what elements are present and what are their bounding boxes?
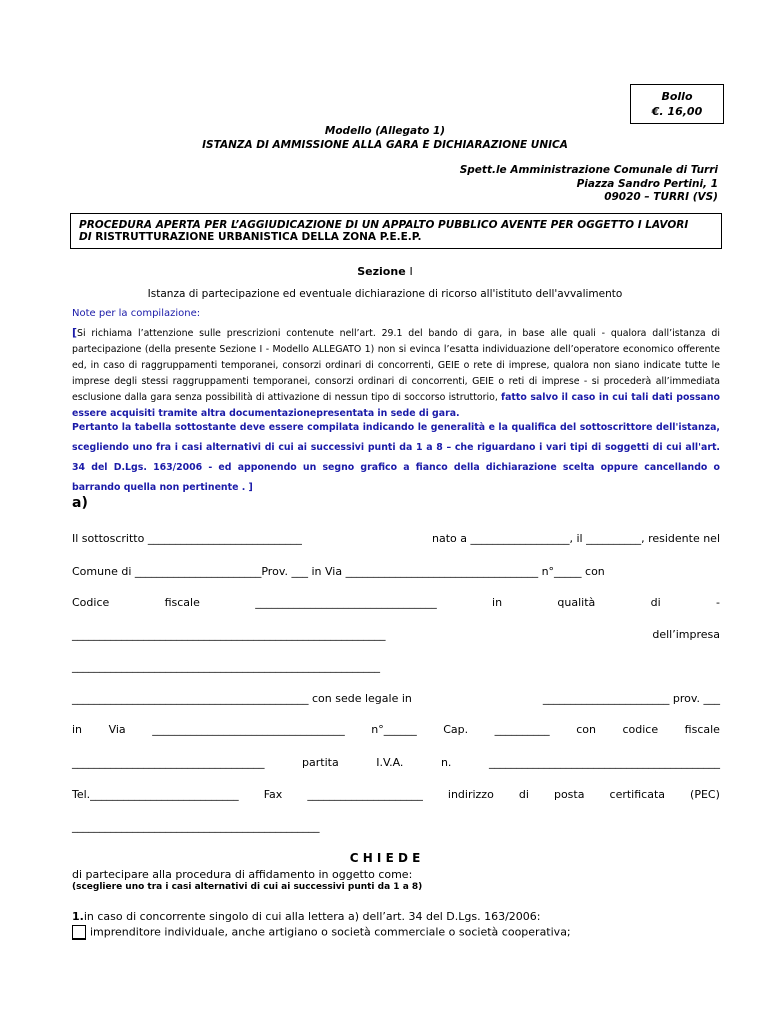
in-label: in xyxy=(492,596,503,609)
numero-field[interactable]: n°______ xyxy=(371,723,417,736)
chiede-title: C H I E D E xyxy=(349,851,421,865)
procedure-box xyxy=(70,213,722,249)
form-row-via xyxy=(72,723,720,736)
cap-label: Cap. xyxy=(443,723,469,736)
codice-fiscale-field[interactable]: _________________________________ xyxy=(255,596,437,609)
fax-label: Fax xyxy=(263,788,283,801)
pec-label: (PEC) xyxy=(690,788,720,801)
form-row-impresa xyxy=(72,660,720,673)
recipient-name: Spett.le Amministrazione Comunale di Turri xyxy=(459,164,718,176)
notes-paragraph-2: Pertanto la tabella sottostante deve essere compilata indicando le generalità e la qualifica del sottoscrittore dell'istanza, scegliendo uno fra i casi alternativi di cui ai successivi punti da 1 a 8 – che riguardano i vari tipi di soggetti di cui all'art. 34 del D.Lgs. 163/2006 - ed apponendo un segno grafico a fianco della dichiarazione scelta oppure cancellando o barrando quella non pertinente . ] xyxy=(72,422,720,493)
iva-label: I.V.A. xyxy=(376,756,404,769)
section-number: I xyxy=(409,265,413,278)
via-label: Via xyxy=(108,723,126,736)
di-label-2: di xyxy=(518,788,529,801)
impresa-field[interactable]: ________________________________________________________ xyxy=(72,660,380,673)
notes-paragraph-1 xyxy=(72,325,720,422)
notes-text-1: Si richiama l’attenzione sulle prescrizioni contenute nell’art. 29.1 del bando di gara, in base alle quali - qualora dall’istanza di partecipazione (della presente Sezione I - Modello ALLEGATO 1) non si evinca l’esatta individuazione dell’operatore economico offerente ed, in caso di raggruppamenti temporanei, consorzi ordinari di concorrenti, GEIE o rete di imprese, qualora non siano indicate tutte le imprese degli stessi raggruppamenti temporanei, consorzi ordinari di concorrenti, GEIE o reti di imprese - si procederà all’immediata esclusione dalla gara senza possibilità di attivazione di nessun tipo di soccorso istruttorio, xyxy=(72,328,720,403)
provincia-field[interactable]: _______________________ prov. ___ xyxy=(542,692,720,705)
recipient-address: Piazza Sandro Pertini, 1 xyxy=(576,178,718,190)
point-1-number: 1. xyxy=(72,910,84,923)
fiscale-label-2: fiscale xyxy=(684,723,720,736)
form-row-sede xyxy=(72,692,720,705)
con-label: con xyxy=(576,723,596,736)
tel-field[interactable]: Tel.___________________________ xyxy=(72,788,239,801)
fax-field[interactable]: _____________________ xyxy=(307,788,423,801)
procedure-line-1: PROCEDURA APERTA PER L’AGGIUDICAZIONE DI UN APPALTO PUBBLICO AVENTE PER OGGETTO I LAVORI xyxy=(79,219,689,231)
form-row-partita-iva xyxy=(72,756,720,769)
fiscale-label: fiscale xyxy=(164,596,200,609)
form-row-qualita xyxy=(72,628,720,641)
section-subtitle: Istanza di partecipazione ed eventuale dichiarazione di ricorso all'istituto dell'avvalimento xyxy=(147,288,623,300)
indirizzo-label: indirizzo xyxy=(447,788,494,801)
codice-label-2: codice xyxy=(622,723,659,736)
impresa-label: dell’impresa xyxy=(652,628,720,641)
document-title: ISTANZA DI AMMISSIONE ALLA GARA E DICHIARAZIONE UNICA xyxy=(202,139,568,151)
chiede-instructions: (scegliere uno tra i casi alternativi di cui ai successivi punti da 1 a 8) xyxy=(72,882,423,892)
codice-label: Codice xyxy=(72,596,110,609)
partita-iva-field[interactable]: __________________________________________ xyxy=(488,756,720,769)
bollo-label: Bollo xyxy=(661,90,693,103)
partita-label: partita xyxy=(302,756,339,769)
section-title-text: Sezione xyxy=(357,265,410,278)
pec-field[interactable]: _____________________________________________ xyxy=(72,820,320,833)
posta-label: posta xyxy=(553,788,585,801)
sede-legale-field[interactable]: ___________________________________________ con sede legale in xyxy=(72,692,412,705)
notes-heading: Note per la compilazione: xyxy=(72,308,201,319)
model-label: Modello (Allegato 1) xyxy=(324,125,446,137)
n-label: n. xyxy=(440,756,452,769)
recipient-city: 09020 – TURRI (VS) xyxy=(604,191,718,203)
cap-field[interactable]: __________ xyxy=(494,723,550,736)
option-text: imprenditore individuale, anche artigiano o società commerciale o società cooperativa; xyxy=(90,925,571,939)
qualita-label: qualità xyxy=(557,596,596,609)
form-row-pec xyxy=(72,820,720,833)
form-row-contatti xyxy=(72,788,720,801)
procedure-di: DI xyxy=(79,231,92,243)
codice-fiscale-impresa-field[interactable]: ___________________________________ xyxy=(72,756,265,769)
procedure-subject: RISTRUTTURAZIONE URBANISTICA DELLA ZONA P.E.E.P. xyxy=(91,231,422,243)
bollo-amount: €. 16,00 xyxy=(651,105,703,118)
form-row-sottoscritto xyxy=(72,532,720,545)
notes-text-1-bold: fatto salvo il caso in cui tali dati possano essere acquisiti tramite altra documentazionepresentata in sede di gara. xyxy=(72,392,720,419)
qualita-field[interactable]: _________________________________________________________ xyxy=(72,628,386,641)
point-1-text: in caso di concorrente singolo di cui alla lettera a) dell’art. 34 del D.Lgs. 163/2006: xyxy=(83,910,541,923)
form-row-comune xyxy=(72,565,720,578)
procedure-line-2 xyxy=(79,231,713,243)
point-1-option xyxy=(72,925,571,940)
certificata-label: certificata xyxy=(609,788,665,801)
birth-residence-field[interactable]: nato a __________________, il __________, residente nel xyxy=(431,532,720,545)
dash-label: - xyxy=(715,596,720,609)
comune-field[interactable]: Comune di _______________________Prov. ___ in Via ___________________________________ n°_____ con xyxy=(72,565,605,578)
in-via-label: in xyxy=(72,723,83,736)
via-field[interactable]: ___________________________________ xyxy=(152,723,345,736)
point-1 xyxy=(72,910,541,923)
bollo-box xyxy=(630,84,724,124)
bracket-open: [ xyxy=(72,326,78,339)
sottoscritto-field[interactable]: Il sottoscritto ____________________________ xyxy=(72,532,302,545)
section-title xyxy=(0,265,770,278)
di-label: di xyxy=(650,596,661,609)
section-a-label: a) xyxy=(72,495,88,511)
form-row-codice-fiscale xyxy=(72,596,720,609)
option-checkbox[interactable] xyxy=(72,925,86,940)
chiede-intro: di partecipare alla procedura di affidamento in oggetto come: xyxy=(72,868,413,881)
